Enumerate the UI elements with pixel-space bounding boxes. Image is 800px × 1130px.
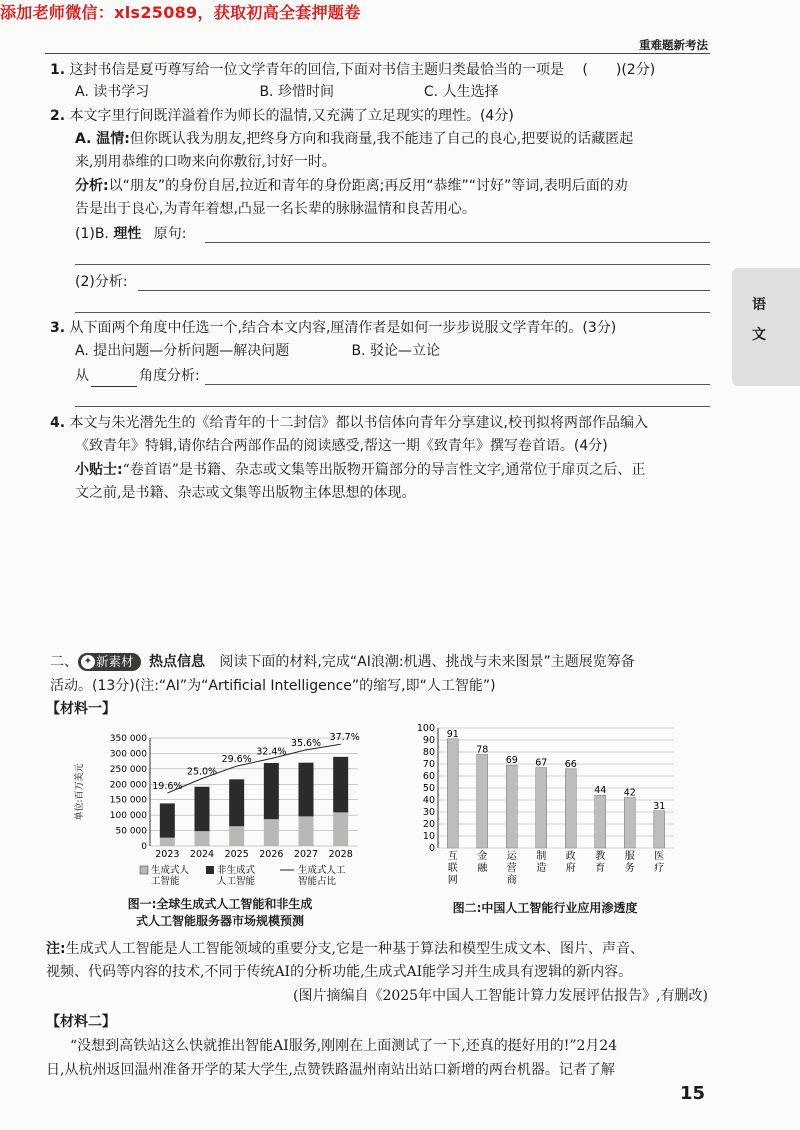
chart-2-x-tick-label: 服务 — [624, 851, 635, 874]
chart-2-y-tick-label: 100 — [416, 723, 435, 734]
chart-1-x-tick-label: 2028 — [328, 849, 353, 860]
chart-1-share-label: 29.6% — [221, 754, 252, 766]
option-a: A. 提出问题—分析问题—解决问题 — [75, 343, 290, 359]
answer-line[interactable] — [205, 384, 710, 385]
question-text: 从下面两个角度中任选一个,结合本文内容,厘清作者是如何一步步说服文学青年的。(3分) — [69, 320, 617, 336]
chart-1-y-tick-label: 0 — [141, 842, 147, 852]
page-number: 15 — [679, 1083, 705, 1104]
chart-2-y-tick-label: 90 — [422, 735, 435, 746]
chart-2-x-tick-label: 金融 — [477, 851, 488, 874]
question-text: 这封书信是夏丏尊写给一位文学青年的回信,下面对书信主题归类最恰当的一项是 — [69, 62, 564, 78]
chart-2-y-tick-label: 60 — [422, 771, 435, 782]
section-text: 阅读下面的材料,完成“AI浪潮:机遇、挑战与未来图景”主题展览筹备 — [219, 654, 635, 670]
q4-tip — [75, 460, 725, 481]
chart-2-x-tick-label: 制造 — [536, 851, 547, 874]
note-paragraph — [46, 939, 736, 960]
chart-1-share-label: 35.6% — [290, 737, 322, 749]
chart-2-value-label: 66 — [564, 758, 577, 770]
question-text: 本文与朱光潜先生的《给青年的十二封信》都以书信体向青年分享建议,校刊拟将两部作品编入 — [69, 415, 648, 431]
chart-1-legend-swatch-non-generative — [206, 866, 214, 874]
chart-2-y-tick-label: 0 — [428, 843, 435, 854]
q2-example-a-cont: 来,别用恭维的口吻来向你敷衍,讨好一时。 — [75, 154, 336, 170]
chart-1-legend-swatch-generative — [140, 866, 148, 874]
chart-2-x-tick-label: 教育 — [595, 851, 606, 874]
chart-2-value-label: 91 — [446, 728, 459, 740]
hot-info-label: 热点信息 — [148, 654, 205, 670]
chart-1-caption-line-1: 图一:全球生成式人工智能和非生成 — [127, 897, 313, 911]
chart-2-bar — [624, 798, 635, 848]
chart-1-bar-non-generative — [229, 779, 244, 826]
chart-2-value-label: 78 — [476, 744, 489, 756]
chart-2 — [410, 722, 680, 894]
material-2-text: “没想到高铁站这么快就推出智能AI服务,刚刚在上面测试了一下,还真的挺好用的!”2月24 — [70, 1038, 618, 1054]
note-label: 注: — [46, 941, 66, 957]
chart-2-y-tick-label: 40 — [422, 795, 435, 806]
header-section-title: 重难题新考法 — [639, 38, 708, 52]
side-tab-char-2: 文 — [752, 327, 766, 343]
chart-1-y-tick-label: 200 000 — [109, 780, 147, 791]
chart-2-bar — [506, 765, 517, 848]
chart-1-bar-non-generative — [264, 763, 279, 819]
note-source: (图片摘编自《2025年中国人工智能计算力发展评估报告》,有删改) — [292, 988, 708, 1004]
chart-1 — [70, 724, 370, 902]
chart-1-share-label: 25.0% — [186, 766, 218, 778]
chart-1-x-tick-label: 2025 — [224, 849, 249, 860]
question-4-cont: 《致青年》特辑,请你结合两部作品的阅读感受,帮这一期《致青年》撰写卷首语。(4分) — [75, 438, 608, 454]
chart-1-x-tick-label: 2023 — [155, 849, 180, 860]
jiaodu-label: 角度分析: — [139, 368, 200, 384]
chart-1-caption — [70, 895, 370, 929]
chart-2-bar — [536, 768, 547, 848]
question-1 — [50, 60, 655, 81]
cong-label: 从 — [75, 368, 89, 384]
chart-1-y-tick-label: 150 000 — [109, 795, 147, 806]
chart-2-bar — [477, 754, 488, 848]
chart-1-x-tick-label: 2026 — [259, 849, 284, 860]
material-2-label: 【材料二】 — [46, 1014, 116, 1030]
q2-b-row — [75, 224, 187, 245]
chart-2-value-label: 31 — [653, 800, 666, 812]
chart-2-caption: 图二:中国人工智能行业应用渗透度 — [452, 901, 638, 915]
chart-1-y-tick-label: 350 000 — [109, 734, 147, 744]
chart-1-legend-label: 非生成式人工智能 — [217, 865, 256, 887]
answer-line[interactable] — [205, 242, 710, 243]
section-prefix: 二、 — [50, 654, 78, 670]
question-text: 本文字里行间既洋溢着作为师长的温情,又充满了立足现实的理性。(4分) — [69, 108, 514, 124]
b-prefix: (1)B. — [75, 226, 109, 242]
b-label: 理性 — [113, 226, 142, 242]
chart-1-bar-generative — [195, 831, 210, 846]
side-tab-label — [752, 290, 766, 350]
chart-1-caption-line-2: 式人工智能服务器市场规模预测 — [135, 914, 304, 928]
chart-2-y-tick-label: 10 — [422, 831, 435, 842]
question-number: 1. — [50, 62, 66, 78]
question-2 — [50, 106, 514, 127]
q2-fenxi-label: (2)分析: — [75, 274, 128, 290]
answer-line[interactable] — [75, 312, 710, 313]
q2-example-a — [75, 129, 725, 150]
side-subject-tab — [732, 268, 800, 386]
chart-2-value-label: 44 — [594, 785, 607, 797]
answer-line[interactable] — [75, 406, 710, 407]
chart-1-share-label: 32.4% — [256, 746, 287, 758]
chart-2-bar — [565, 769, 576, 848]
question-3 — [50, 318, 616, 339]
chart-1-y-tick-label: 50 000 — [115, 826, 147, 837]
chart-2-y-tick-label: 50 — [422, 783, 435, 794]
tip-label: 小贴士: — [75, 462, 123, 478]
chart-1-bar-generative — [229, 826, 244, 846]
analysis-text: 以“朋友”的身份自居,拉近和青年的身份距离;再反用“恭维”“讨好”等词,表明后面的劝 — [108, 178, 628, 194]
chart-2-bar — [595, 795, 606, 848]
chart-1-y-tick-label: 250 000 — [109, 764, 147, 775]
chart-1-y-axis-label: 单位:百万美元 — [75, 763, 85, 821]
section-2-heading — [50, 652, 635, 673]
option-b: B. 珍惜时间 — [259, 84, 334, 100]
q4-tip-cont: 文之前,是书籍、杂志或文集等出版物主体思想的体现。 — [75, 485, 416, 501]
chart-1-legend-label: 生成式人工智能占比 — [298, 865, 346, 887]
chart-1-share-label: 19.6% — [152, 781, 183, 793]
tip-text: “卷首语”是书籍、杂志或文集等出版物开篇部分的导言性文字,通常位于扉页之后、正 — [122, 462, 646, 478]
chart-2-value-label: 69 — [505, 755, 518, 767]
example-text: 但你既认我为朋友,把终身方向和我商量,我不能违了自己的良心,把要说的话藏匿起 — [129, 131, 634, 147]
chart-1-bar-generative — [264, 819, 279, 846]
option-c: C. 人生选择 — [423, 84, 499, 100]
side-tab-char-1: 语 — [752, 297, 766, 313]
q3-answer-row — [75, 366, 200, 387]
q1-options — [75, 82, 499, 103]
section-2-heading-cont: 活动。(13分)(注:“AI”为“Artificial Intelligence”的缩写,即“人工智能”) — [50, 678, 496, 694]
chart-2-bar — [447, 739, 458, 848]
lightbulb-icon: ✦ — [81, 655, 95, 669]
chart-2-bar — [654, 811, 665, 848]
answer-line[interactable] — [138, 290, 710, 291]
badge-label: 新素材 — [96, 654, 134, 669]
chart-1-y-tick-label: 300 000 — [109, 749, 147, 760]
example-label: A. 温情: — [75, 131, 130, 147]
chart-2-y-tick-label: 80 — [422, 747, 435, 758]
q3-options — [75, 341, 440, 362]
b-yuanju: 原句: — [153, 226, 187, 242]
chart-2-x-tick-label: 医疗 — [654, 851, 665, 874]
chart-2-y-tick-label: 30 — [422, 807, 435, 818]
question-number: 4. — [50, 415, 66, 431]
chart-2-x-tick-label: 运营商 — [506, 851, 517, 886]
question-number: 3. — [50, 320, 66, 336]
answer-line[interactable] — [75, 264, 710, 265]
chart-1-bar-non-generative — [160, 803, 175, 837]
chart-1-legend-label: 生成式人工智能 — [151, 865, 190, 887]
question-4 — [50, 413, 648, 434]
option-a: A. 读书学习 — [75, 84, 150, 100]
answer-paren: ( )(2分) — [582, 62, 656, 78]
chart-2-x-tick-label: 互联网 — [447, 851, 458, 886]
chart-1-bar-generative — [333, 812, 348, 846]
question-number: 2. — [50, 108, 66, 124]
header-divider — [45, 53, 710, 54]
chart-2-value-label: 67 — [535, 757, 548, 769]
q2-analysis — [75, 176, 725, 197]
chart-1-y-tick-label: 100 000 — [109, 811, 147, 822]
new-material-badge — [78, 653, 141, 671]
watermark-text: 添加老师微信：xls25089，获取初高全套押题卷 — [0, 3, 361, 22]
chart-1-x-tick-label: 2024 — [189, 849, 215, 860]
angle-blank[interactable] — [91, 370, 137, 387]
chart-1-bar-non-generative — [299, 763, 314, 817]
chart-1-share-label: 37.7% — [329, 732, 360, 744]
note-text: 生成式人工智能是人工智能领域的重要分支,它是一种基于算法和模型生成文本、图片、声音、 — [65, 941, 645, 957]
chart-1-x-tick-label: 2027 — [293, 849, 319, 860]
analysis-label: 分析: — [75, 178, 109, 194]
note-text-cont: 视频、代码等内容的技术,不同于传统AI的分析功能,生成式AI能学习并生成具有逻辑的新内容。 — [46, 964, 633, 980]
chart-1-bar-generative — [299, 816, 314, 846]
chart-2-x-tick-label: 政府 — [565, 851, 576, 874]
chart-2-y-tick-label: 20 — [422, 819, 435, 830]
chart-1-bar-non-generative — [195, 787, 210, 831]
material-1-label: 【材料一】 — [46, 701, 116, 717]
chart-2-value-label: 42 — [623, 787, 636, 799]
material-2-text-cont: 日,从杭州返回温州准备开学的某大学生,点赞铁路温州南站出站口新增的两台机器。记者了解 — [46, 1062, 615, 1078]
q2-analysis-cont: 告是出于良心,为青年着想,凸显一名长辈的脉脉温情和良苦用心。 — [75, 201, 476, 217]
chart-1-bar-generative — [160, 838, 175, 846]
chart-2-y-tick-label: 70 — [422, 759, 435, 770]
option-b: B. 驳论—立论 — [351, 343, 440, 359]
chart-1-bar-non-generative — [333, 757, 348, 813]
